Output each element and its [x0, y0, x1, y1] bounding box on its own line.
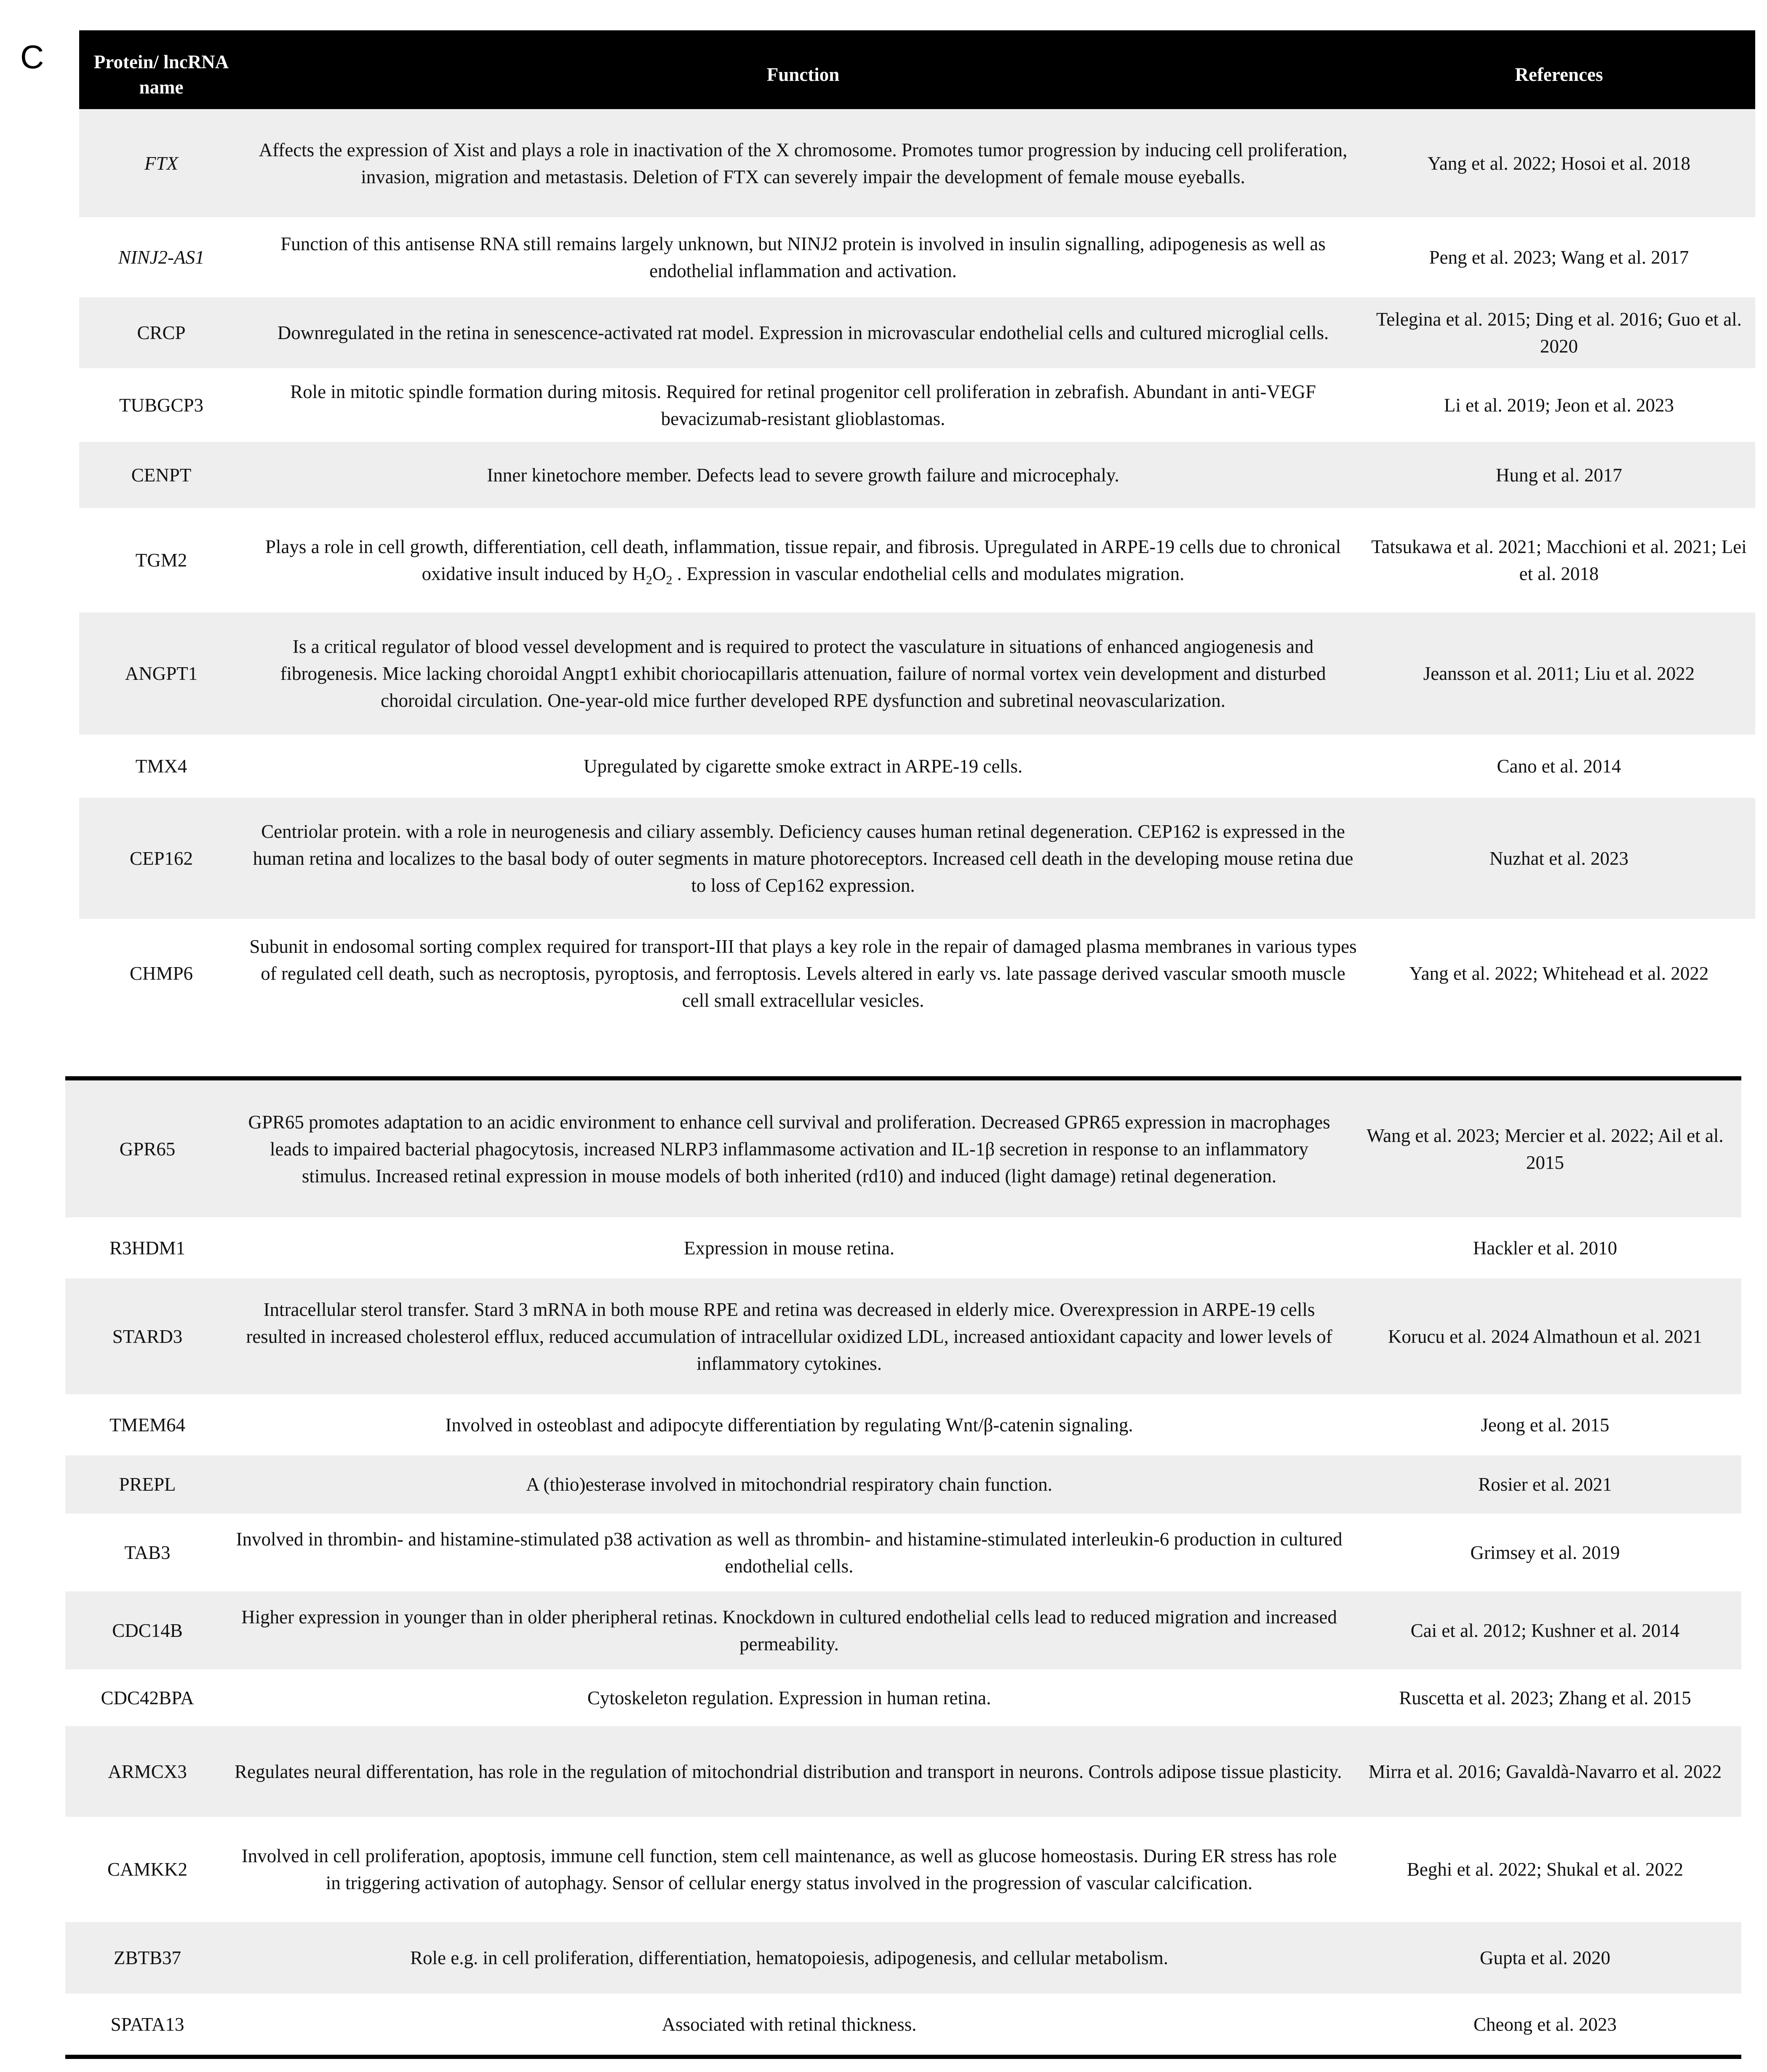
gene-function	[243, 508, 1363, 612]
table-header-row	[79, 35, 1755, 109]
gene-name: CEP162	[79, 798, 243, 919]
gene-function: GPR65 promotes adaptation to an acidic environment to enhance cell survival and proliferation. Decreased GPR65 expression in macrophages leads to impaired bacterial phagocytosis, increased NLRP3 inflammasome activation and IL-1β secretion in response to an inflammatory stimulus. Increased retinal expression in mouse models of both inherited (rd10) and induced (light damage) retinal degeneration.	[230, 1078, 1349, 1217]
table-row	[79, 735, 1755, 798]
gene-name: TMX4	[79, 735, 243, 798]
gene-name: TGM2	[79, 508, 243, 612]
gene-function-table-top	[79, 30, 1755, 1028]
gene-name: CAMKK2	[65, 1817, 230, 1922]
gene-name: NINJ2-AS1	[79, 217, 243, 297]
table-row	[79, 442, 1755, 508]
gene-name: ANGPT1	[79, 612, 243, 735]
gene-function: Inner kinetochore member. Defects lead to severe growth failure and microcephaly.	[243, 442, 1363, 508]
gene-function: Upregulated by cigarette smoke extract in ARPE-19 cells.	[243, 735, 1363, 798]
gene-references: Gupta et al. 2020	[1349, 1922, 1741, 1994]
gene-function: Downregulated in the retina in senescence-activated rat model. Expression in microvascular endothelial cells and cultured microglial cells.	[243, 297, 1363, 368]
gene-name: ZBTB37	[65, 1922, 230, 1994]
subscript: 2	[666, 573, 673, 587]
panel-label: C	[20, 38, 44, 75]
header-name: Protein/ lncRNA name	[79, 35, 243, 109]
gene-name: FTX	[79, 109, 243, 217]
gene-name: STARD3	[65, 1278, 230, 1394]
gene-function: Higher expression in younger than in older pheripheral retinas. Knockdown in cultured endothelial cells lead to reduced migration and increased permeability.	[230, 1591, 1349, 1669]
gene-function-table-bottom	[65, 1076, 1741, 2059]
table-row	[65, 1994, 1741, 2057]
gene-function: Regulates neural differentation, has role in the regulation of mitochondrial distribution and transport in neurons. Controls adipose tissue plasticity.	[230, 1726, 1349, 1817]
gene-function: Cytoskeleton regulation. Expression in human retina.	[230, 1669, 1349, 1726]
gene-function-text: . Expression in vascular endothelial cells and modulates migration.	[672, 563, 1185, 584]
table-row	[65, 1394, 1741, 1455]
gene-function: Role in mitotic spindle formation during mitosis. Required for retinal progenitor cell proliferation in zebrafish. Abundant in anti-VEGF bevacizumab-resistant glioblastomas.	[243, 368, 1363, 442]
gene-function: Subunit in endosomal sorting complex required for transport-III that plays a key role in the repair of damaged plasma membranes in various types of regulated cell death, such as necroptosis, pyroptosis, and ferroptosis. Levels altered in early vs. late passage derived vascular smooth muscle cell small extracellular vesicles.	[243, 919, 1363, 1028]
subscript: 2	[646, 573, 652, 587]
gene-references: Yang et al. 2022; Hosoi et al. 2018	[1363, 109, 1755, 217]
gene-function: Involved in thrombin- and histamine-stimulated p38 activation as well as thrombin- and histamine-stimulated interleukin-6 production in cultured endothelial cells.	[230, 1513, 1349, 1591]
gene-name: R3HDM1	[65, 1217, 230, 1278]
table-row	[79, 217, 1755, 297]
table-row	[79, 612, 1755, 735]
gene-function: Intracellular sterol transfer. Stard 3 mRNA in both mouse RPE and retina was decreased in elderly mice. Overexpression in ARPE-19 cells resulted in increased cholesterol efflux, reduced accumulation of intracellular oxidized LDL, increased antioxidant capacity and lower levels of inflammatory cytokines.	[230, 1278, 1349, 1394]
table-row	[79, 109, 1755, 217]
gene-name: GPR65	[65, 1078, 230, 1217]
table-row	[65, 1078, 1741, 1217]
table-row	[65, 1455, 1741, 1513]
table-row	[65, 1669, 1741, 1726]
gene-function: Associated with retinal thickness.	[230, 1994, 1349, 2057]
gene-name: PREPL	[65, 1455, 230, 1513]
gene-references: Nuzhat et al. 2023	[1363, 798, 1755, 919]
gene-name: TMEM64	[65, 1394, 230, 1455]
gene-references: Cai et al. 2012; Kushner et al. 2014	[1349, 1591, 1741, 1669]
table-row	[65, 1591, 1741, 1669]
gene-function: A (thio)esterase involved in mitochondrial respiratory chain function.	[230, 1455, 1349, 1513]
gene-function-text: O	[652, 563, 666, 584]
gene-references: Jeong et al. 2015	[1349, 1394, 1741, 1455]
table-row	[65, 1726, 1741, 1817]
table-row	[79, 508, 1755, 612]
gene-function: Role e.g. in cell proliferation, differentiation, hematopoiesis, adipogenesis, and cellular metabolism.	[230, 1922, 1349, 1994]
gene-function: Is a critical regulator of blood vessel development and is required to protect the vasculature in situations of enhanced angiogenesis and fibrogenesis. Mice lacking choroidal Angpt1 exhibit choriocapillaris attenuation, failure of normal vortex vein development and disturbed choroidal circulation. One-year-old mice further developed RPE dysfunction and subretinal neovascularization.	[243, 612, 1363, 735]
table-row	[65, 1217, 1741, 1278]
gene-references: Jeansson et al. 2011; Liu et al. 2022	[1363, 612, 1755, 735]
gene-name: CRCP	[79, 297, 243, 368]
gene-references: Telegina et al. 2015; Ding et al. 2016; Guo et al. 2020	[1363, 297, 1755, 368]
gene-name: CDC14B	[65, 1591, 230, 1669]
gene-references: Yang et al. 2022; Whitehead et al. 2022	[1363, 919, 1755, 1028]
gene-references: Hackler et al. 2010	[1349, 1217, 1741, 1278]
gene-references: Korucu et al. 2024 Almathoun et al. 2021	[1349, 1278, 1741, 1394]
gene-references: Hung et al. 2017	[1363, 442, 1755, 508]
header-references: References	[1363, 35, 1755, 109]
header-function: Function	[243, 35, 1363, 109]
gene-function: Affects the expression of Xist and plays a role in inactivation of the X chromosome. Promotes tumor progression by inducing cell proliferation, invasion, migration and metastasis. Deletion of FTX can severely impair the development of female mouse eyeballs.	[243, 109, 1363, 217]
table-row	[79, 368, 1755, 442]
gene-name: ARMCX3	[65, 1726, 230, 1817]
table-row	[79, 798, 1755, 919]
gene-references: Beghi et al. 2022; Shukal et al. 2022	[1349, 1817, 1741, 1922]
gene-function: Centriolar protein. with a role in neurogenesis and ciliary assembly. Deficiency causes human retinal degeneration. CEP162 is expressed in the human retina and localizes to the basal body of outer segments in mature photoreceptors. Increased cell death in the developing mouse retina due to loss of Cep162 expression.	[243, 798, 1363, 919]
table-row	[65, 1922, 1741, 1994]
gene-name: TAB3	[65, 1513, 230, 1591]
gene-references: Rosier et al. 2021	[1349, 1455, 1741, 1513]
gene-name: CHMP6	[79, 919, 243, 1028]
gene-function: Expression in mouse retina.	[230, 1217, 1349, 1278]
table-row	[65, 1513, 1741, 1591]
gene-references: Cano et al. 2014	[1363, 735, 1755, 798]
table-row	[65, 1278, 1741, 1394]
table-row	[65, 1817, 1741, 1922]
gene-references: Tatsukawa et al. 2021; Macchioni et al. 2021; Lei et al. 2018	[1363, 508, 1755, 612]
table-row	[79, 297, 1755, 368]
gene-references: Li et al. 2019; Jeon et al. 2023	[1363, 368, 1755, 442]
gene-references: Ruscetta et al. 2023; Zhang et al. 2015	[1349, 1669, 1741, 1726]
table-row	[79, 919, 1755, 1028]
gene-references: Peng et al. 2023; Wang et al. 2017	[1363, 217, 1755, 297]
gene-references: Mirra et al. 2016; Gavaldà-Navarro et al. 2022	[1349, 1726, 1741, 1817]
gene-name: TUBGCP3	[79, 368, 243, 442]
gene-function: Function of this antisense RNA still remains largely unknown, but NINJ2 protein is involved in insulin signalling, adipogenesis as well as endothelial inflammation and activation.	[243, 217, 1363, 297]
gene-references: Grimsey et al. 2019	[1349, 1513, 1741, 1591]
gene-function: Involved in osteoblast and adipocyte differentiation by regulating Wnt/β-catenin signaling.	[230, 1394, 1349, 1455]
gene-name: CDC42BPA	[65, 1669, 230, 1726]
gene-references: Cheong et al. 2023	[1349, 1994, 1741, 2057]
gene-function-text: Plays a role in cell growth, differentiation, cell death, inflammation, tissue repair, and fibrosis. Upregulated in ARPE-19 cells due to chronical oxidative insult induced by H	[265, 536, 1341, 584]
gene-references: Wang et al. 2023; Mercier et al. 2022; Ail et al. 2015	[1349, 1078, 1741, 1217]
gene-name: CENPT	[79, 442, 243, 508]
gene-name: SPATA13	[65, 1994, 230, 2057]
gene-function: Involved in cell proliferation, apoptosis, immune cell function, stem cell maintenance, as well as glucose homeostasis. During ER stress has role in triggering activation of autophagy. Sensor of cellular energy status involved in the progression of vascular calcification.	[230, 1817, 1349, 1922]
